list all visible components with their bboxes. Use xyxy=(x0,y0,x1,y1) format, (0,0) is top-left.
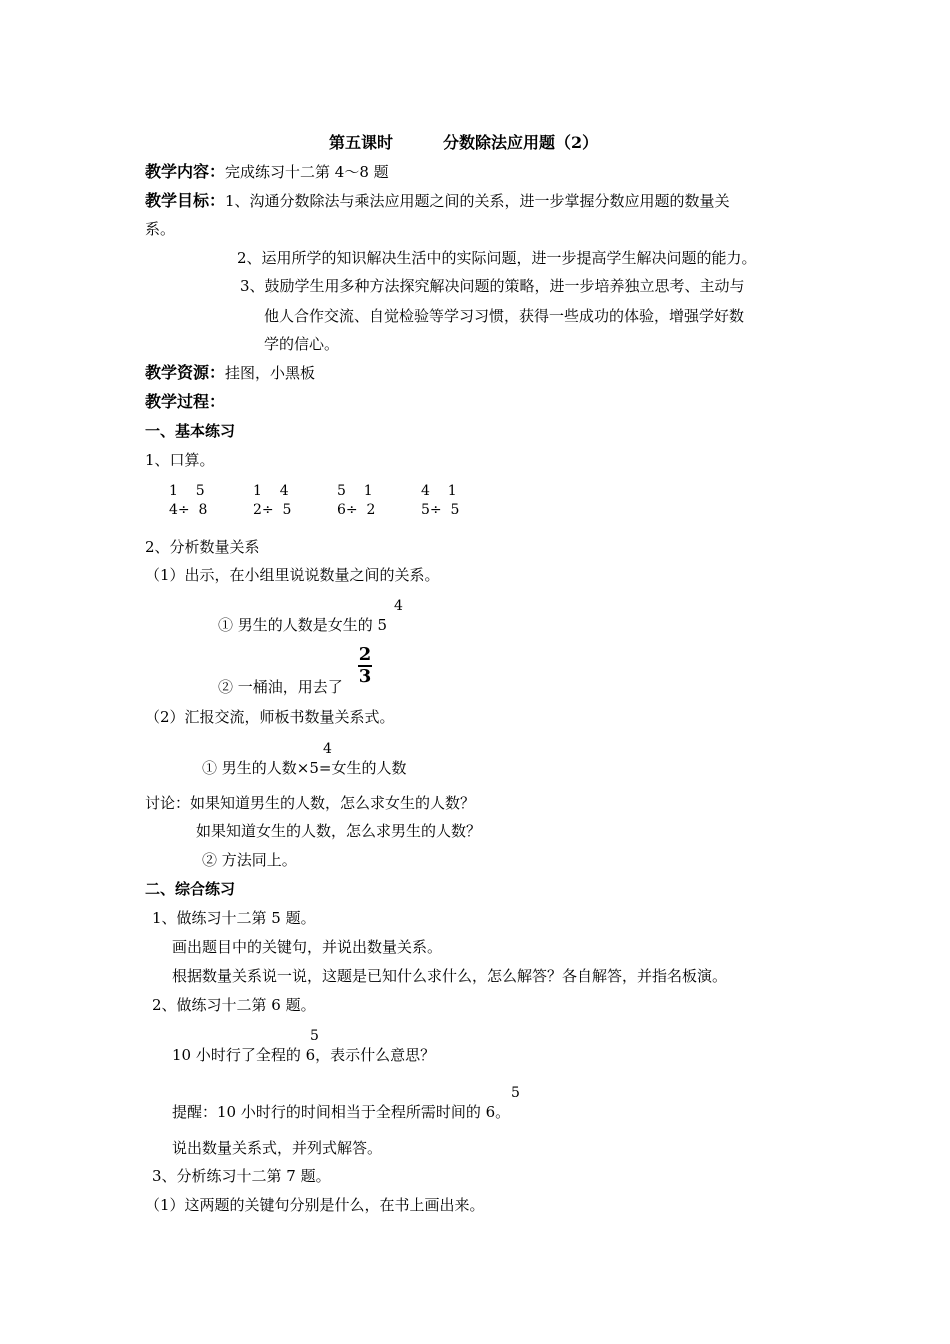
calc-2-top: 1 4 xyxy=(253,483,289,499)
calc-4-bottom: 5÷ 5 xyxy=(421,502,460,518)
exercise-1b: 根据数量关系说一说，这题是已知什么求什么，怎么解答？各自解答，并指名板演。 xyxy=(172,967,728,985)
goals-label: 教学目标： xyxy=(145,191,226,210)
calc-4-top: 4 1 xyxy=(421,483,457,499)
formula: ① 男生的人数×5=女生的人数 xyxy=(202,759,407,777)
calc-3-top: 5 1 xyxy=(337,483,373,499)
exercise-3a: （1）这两题的关键句分别是什么，在书上画出来。 xyxy=(145,1196,485,1214)
lesson-number: 第五课时 xyxy=(329,133,394,152)
resources-line xyxy=(145,363,315,383)
calc-1-top: 1 5 xyxy=(169,483,205,499)
exercise-1: 1、做练习十二第 5 题。 xyxy=(152,909,316,927)
oral-calc-label: 1、口算。 xyxy=(145,451,215,469)
goal-3c: 学的信心。 xyxy=(264,335,340,353)
item-2-denominator: 3 xyxy=(358,666,372,687)
exercise-1a: 画出题目中的关键句，并说出数量关系。 xyxy=(172,938,443,956)
item-1-numerator: 4 xyxy=(394,598,403,614)
calc-1-bottom: 4÷ 8 xyxy=(169,502,208,518)
section-1-heading: 一、基本练习 xyxy=(145,422,236,440)
lesson-topic: 分数除法应用题（2） xyxy=(443,133,599,152)
discussion-1: 讨论：如果知道男生的人数，怎么求女生的人数？ xyxy=(145,794,476,812)
step-2: （2）汇报交流，师板书数量关系式。 xyxy=(145,708,395,726)
resources-label: 教学资源： xyxy=(145,363,226,382)
step-1: （1）出示，在小组里说说数量之间的关系。 xyxy=(145,566,440,584)
exercise-2: 2、做练习十二第 6 题。 xyxy=(152,996,316,1014)
exercise-2a: 10 小时行了全程的 6，表示什么意思？ xyxy=(172,1046,436,1064)
formula-numerator: 4 xyxy=(323,741,332,757)
calc-3-bottom: 6÷ 2 xyxy=(337,502,376,518)
item-2: ② 一桶油，用去了 xyxy=(218,678,343,696)
exercise-2a-numerator: 5 xyxy=(310,1028,319,1044)
content-text: 完成练习十二第 4～8 题 xyxy=(225,163,389,181)
item-1: ① 男生的人数是女生的 5 xyxy=(218,616,388,634)
section-2-heading: 二、综合练习 xyxy=(145,880,236,898)
item-2-numerator: 2 xyxy=(358,644,372,665)
exercise-2b: 提醒：10 小时行的时间相当于全程所需时间的 6。 xyxy=(172,1103,511,1121)
resources-text: 挂图，小黑板 xyxy=(225,364,316,382)
goal-1b: 系。 xyxy=(145,220,176,238)
lesson-title xyxy=(329,133,598,153)
analyze-label: 2、分析数量关系 xyxy=(145,538,260,556)
goal-3a: 3、鼓励学生用多种方法探究解决问题的策略，进一步培养独立思考、主动与 xyxy=(240,277,745,295)
exercise-3: 3、分析练习十二第 7 题。 xyxy=(152,1167,331,1185)
process-label: 教学过程： xyxy=(145,392,226,411)
content-line xyxy=(145,162,389,182)
content-label: 教学内容： xyxy=(145,162,226,181)
exercise-2c: 说出数量关系式，并列式解答。 xyxy=(172,1139,383,1157)
discussion-2: 如果知道女生的人数，怎么求男生的人数？ xyxy=(196,822,482,840)
item-2-fraction xyxy=(358,646,372,686)
exercise-2b-numerator: 5 xyxy=(511,1085,520,1101)
method-same: ② 方法同上。 xyxy=(202,851,297,869)
goal-1a: 1、沟通分数除法与乘法应用题之间的关系，进一步掌握分数应用题的数量关 xyxy=(225,192,730,210)
goal-2: 2、运用所学的知识解决生活中的实际问题，进一步提高学生解决问题的能力。 xyxy=(237,249,757,267)
calc-2-bottom: 2÷ 5 xyxy=(253,502,292,518)
goal-3b: 他人合作交流、自觉检验等学习习惯，获得一些成功的体验，增强学好数 xyxy=(264,307,745,325)
goals-line-1 xyxy=(145,191,730,211)
